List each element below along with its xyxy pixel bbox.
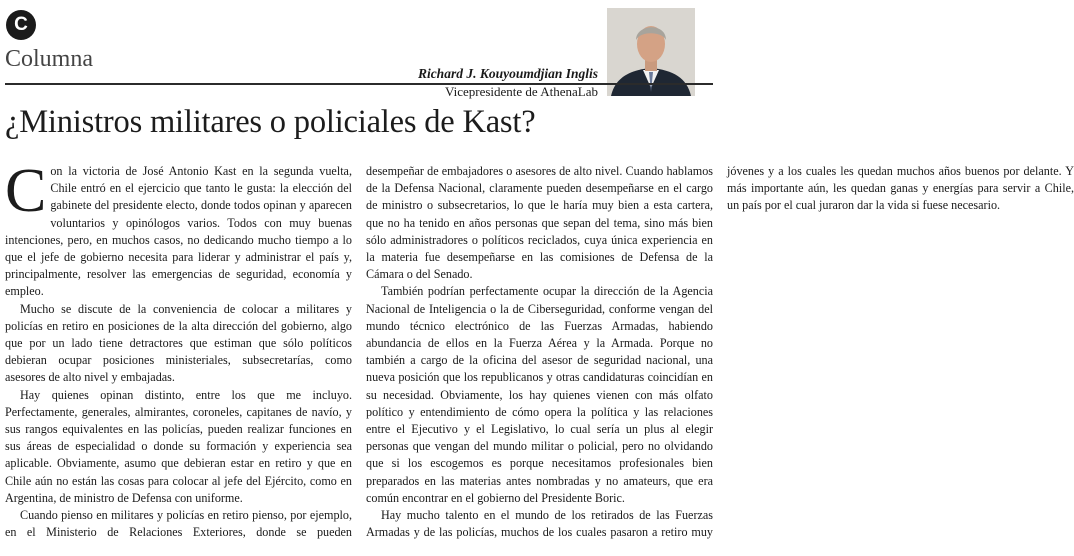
paragraph-6: Hay mucho talento en el mundo de los retirados de las Fuerzas Armadas y de las policías, muchos de los cuales pasaron a retiro muy jóvenes y a los cuales les quedan muchos años buenos por delante. Y más importante aún, les quedan ganas y energías para servir a Chile, un país por el cual juraron dar la vida si fuese necesario.	[366, 164, 1074, 540]
section-badge	[6, 10, 36, 40]
author-name: Richard J. Kouyoumdjian Inglis	[417, 66, 598, 81]
section-title: Columna	[5, 46, 93, 72]
article-body	[5, 157, 1074, 553]
headline: ¿Ministros militares o policiales de Kast?	[5, 104, 536, 140]
author-role: Vicepresidente de AthenaLab	[445, 84, 598, 99]
section-badge-letter: C	[14, 14, 28, 35]
paragraph-5: También podrían perfectamente ocupar la dirección de la Agencia Nacional de Inteligencia o la de Ciberseguridad, conforme vengan del mundo técnico electrónico de las Fuerzas Armadas, habiendo abundancia de ellos en la Fuerza Aérea y la Armada. Porque no también a cargo de la oficina del asesor de seguridad nacional, una nueva posición que los republicanos y otras candidaturas coincidían en su necesidad. Obviamente, los hay quienes vienen con más olfato político y entendimiento de cómo opera la política y las relaciones entre el Ejecutivo y el Legislativo, lo cual sería un plus al elegir personas que vengan del mundo militar o policial, pero no olvidando que si los escogemos es porque necesitamos profesionales bien preparados en las materias antes nombradas y no amateurs, que era común encontrar en el gobierno del Presidente Boric.	[366, 284, 713, 505]
paragraph-1	[5, 157, 352, 301]
paragraph-3: Hay quienes opinan distinto, entre los que me incluyo. Perfectamente, generales, almirantes, coroneles, capitanes de navío, y sus rangos equivalentes en las policías, pueden realizar funciones en sus áreas de especialidad o donde su formación y experiencia sea aplicable. Obviamente, asumo que debieran estar en retiro y que en Chile aún no están las cosas para colocar al jefe del Ejército, como en Argentina, de ministro de Defensa con uniforme.	[5, 387, 352, 505]
header-divider	[5, 83, 713, 85]
paragraph-4: Cuando pienso en militares y policías en retiro pienso, por ejemplo, en el Ministerio de Relaciones Exteriores, donde se pueden desempeñar de embajadores o asesores de alto nivel. Cuando hablamos de la Defensa Nacional, claramente pueden desempeñarse en el cargo de ministro o subsecretarios, lo que le haría muy bien a esta cartera, que no ha tenido en años personas que sepan del tema, sino más bien sólo administradores o políticos reciclados, cuya única experiencia en la materia fue desempeñarse en las comisiones de Defensa de la Cámara o del Senado.	[5, 164, 713, 540]
paragraph-1-text: on la victoria de José Antonio Kast en la segunda vuelta, Chile entró en el ejercicio que tanto le gusta: la elección del gabinete del presidente electo, donde todos opinan y aparecen voluntarios y opinólogos varios. Todos con muy buenas intenciones, pero, en muchos casos, no dedicando mucho tiempo a lo que el jefe de gobierno necesita para liderar y administrar el país y, principalmente, resolver las emergencias de seguridad, economía y empleo.	[5, 164, 352, 299]
paragraph-2: Mucho se discute de la conveniencia de colocar a militares y policías en retiro en posiciones de la alta dirección del gobierno, algo que por un lado tiene detractores que estiman que sólo políticos debieran ocupar posiciones ministeriales, subsecretarías, como asesores de alto nivel y embajadas.	[5, 301, 352, 385]
drop-cap: C	[5, 157, 47, 225]
